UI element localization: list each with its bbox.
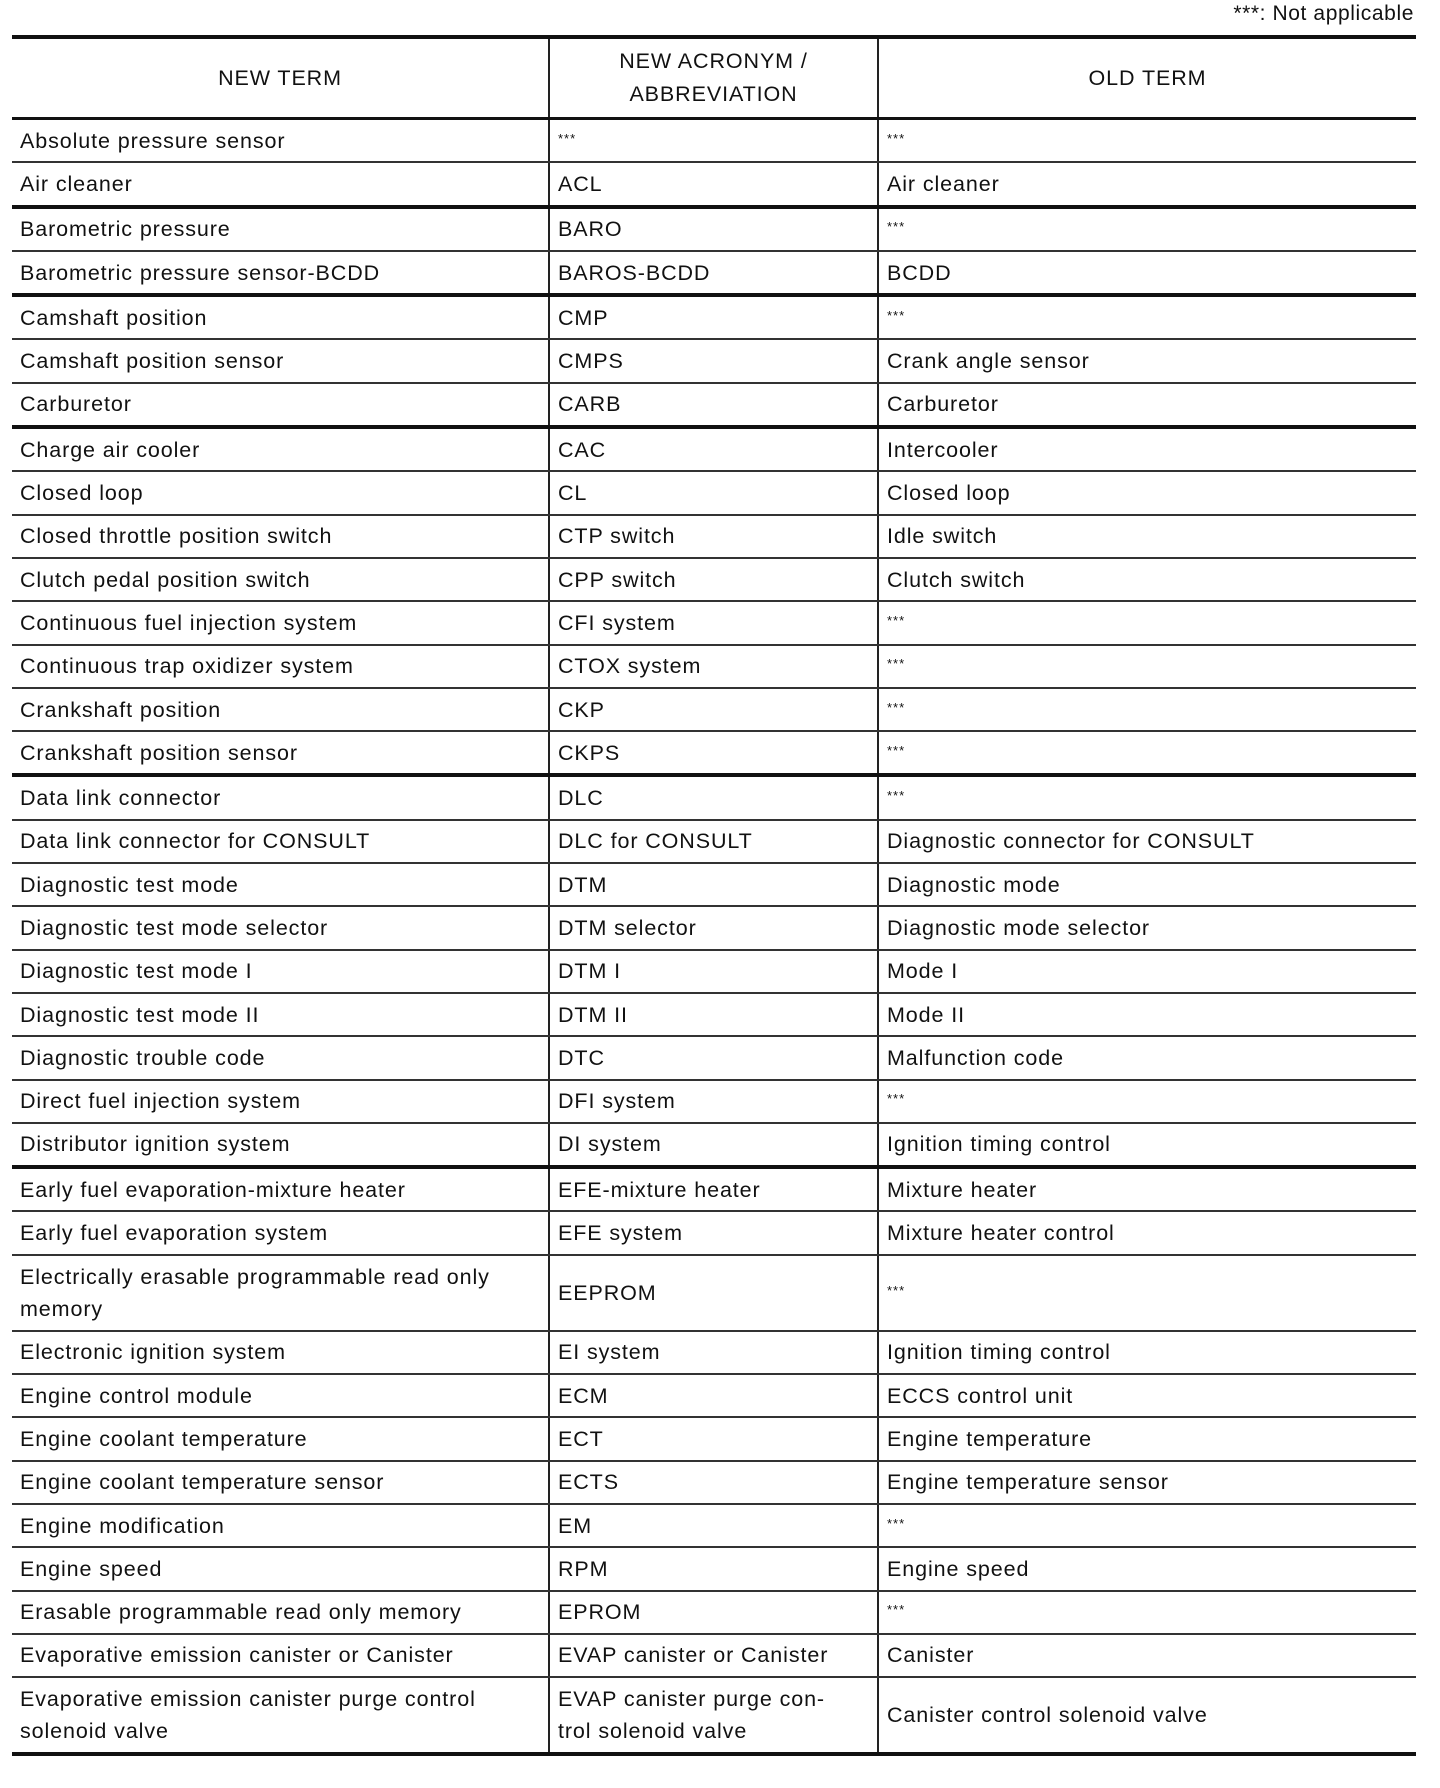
- acronym-cell: DI system: [549, 1123, 878, 1167]
- table-row: [12, 1374, 1416, 1417]
- table-row: [12, 207, 1416, 251]
- acronym-cell: [549, 119, 878, 163]
- new-term-cell: Data link connector: [12, 775, 549, 819]
- not-applicable-mark: ***: [887, 130, 906, 146]
- acronym-cell: BARO: [549, 207, 878, 251]
- table-row: [12, 1080, 1416, 1123]
- new-term-cell: Diagnostic test mode selector: [12, 906, 549, 949]
- table-row: [12, 1417, 1416, 1460]
- acronym-cell: CTOX system: [549, 645, 878, 688]
- acronym-cell: EPROM: [549, 1591, 878, 1634]
- table-row: [12, 119, 1416, 163]
- new-term-cell: Carburetor: [12, 383, 549, 427]
- old-term-cell: Malfunction code: [878, 1036, 1416, 1079]
- acronym-cell: CFI system: [549, 601, 878, 644]
- old-term-cell: [878, 1591, 1416, 1634]
- old-term-cell: [878, 645, 1416, 688]
- table-row: [12, 1123, 1416, 1167]
- acronym-cell: CPP switch: [549, 558, 878, 601]
- old-term-cell: Clutch switch: [878, 558, 1416, 601]
- new-term-cell: Closed throttle position switch: [12, 515, 549, 558]
- table-row: [12, 731, 1416, 775]
- acronym-cell: CARB: [549, 383, 878, 427]
- new-term-cell: Early fuel evaporation system: [12, 1211, 549, 1254]
- not-applicable-mark: ***: [887, 742, 906, 758]
- acronym-cell: DTM: [549, 863, 878, 906]
- not-applicable-mark: ***: [558, 130, 577, 146]
- table-row: [12, 383, 1416, 427]
- table-row: [12, 1167, 1416, 1211]
- acronym-cell: RPM: [549, 1547, 878, 1590]
- acronym-cell: CL: [549, 471, 878, 514]
- not-applicable-mark: ***: [887, 788, 906, 804]
- table-row: [12, 339, 1416, 382]
- table-row: [12, 1677, 1416, 1754]
- new-term-cell: Diagnostic test mode I: [12, 950, 549, 993]
- not-applicable-mark: ***: [887, 1515, 906, 1531]
- not-applicable-mark: ***: [887, 1091, 906, 1107]
- new-term-cell: Engine coolant temperature: [12, 1417, 549, 1460]
- acronym-cell: DTM selector: [549, 906, 878, 949]
- table-row: [12, 906, 1416, 949]
- acronym-cell: ECT: [549, 1417, 878, 1460]
- table-row: [12, 251, 1416, 295]
- table-row: [12, 688, 1416, 731]
- acronym-cell: CMPS: [549, 339, 878, 382]
- table-row: [12, 820, 1416, 863]
- old-term-cell: [878, 295, 1416, 339]
- table-row: [12, 558, 1416, 601]
- table-row: [12, 515, 1416, 558]
- acronym-cell: ECM: [549, 1374, 878, 1417]
- table-row: [12, 993, 1416, 1036]
- old-term-cell: Intercooler: [878, 427, 1416, 471]
- new-term-cell: Diagnostic test mode II: [12, 993, 549, 1036]
- acronym-cell: EFE system: [549, 1211, 878, 1254]
- new-term-cell: Air cleaner: [12, 162, 549, 206]
- table-row: [12, 471, 1416, 514]
- new-term-cell: Continuous trap oxidizer system: [12, 645, 549, 688]
- acronym-cell: CKPS: [549, 731, 878, 775]
- not-applicable-mark: ***: [887, 1282, 906, 1298]
- old-term-cell: [878, 1504, 1416, 1547]
- acronym-cell: CMP: [549, 295, 878, 339]
- old-term-cell: Mixture heater control: [878, 1211, 1416, 1254]
- old-term-cell: Canister: [878, 1634, 1416, 1677]
- acronym-cell: CTP switch: [549, 515, 878, 558]
- old-term-cell: Mode I: [878, 950, 1416, 993]
- new-term-cell: Early fuel evaporation-mixture heater: [12, 1167, 549, 1211]
- old-term-cell: Mixture heater: [878, 1167, 1416, 1211]
- table-header-row: [12, 37, 1416, 119]
- new-term-cell: Data link connector for CONSULT: [12, 820, 549, 863]
- new-term-cell: Absolute pressure sensor: [12, 119, 549, 163]
- table-row: [12, 863, 1416, 906]
- old-term-cell: Ignition timing control: [878, 1331, 1416, 1374]
- new-term-cell: Crankshaft position: [12, 688, 549, 731]
- new-term-cell: Electrically erasable programmable read only memory: [12, 1255, 549, 1331]
- new-term-cell: Engine coolant temperature sensor: [12, 1461, 549, 1504]
- table-row: [12, 1331, 1416, 1374]
- old-term-cell: [878, 119, 1416, 163]
- old-term-cell: Idle switch: [878, 515, 1416, 558]
- new-term-cell: Electronic ignition system: [12, 1331, 549, 1374]
- acronym-cell: EI system: [549, 1331, 878, 1374]
- header-old-term: OLD TERM: [878, 37, 1416, 119]
- new-term-cell: Diagnostic trouble code: [12, 1036, 549, 1079]
- new-term-cell: Distributor ignition system: [12, 1123, 549, 1167]
- old-term-cell: Ignition timing control: [878, 1123, 1416, 1167]
- table-row: [12, 1547, 1416, 1590]
- table-row: [12, 1461, 1416, 1504]
- header-new-acronym: NEW ACRONYM / ABBREVIATION: [549, 37, 878, 119]
- table-row: [12, 1255, 1416, 1331]
- not-applicable-mark: ***: [887, 656, 906, 672]
- not-applicable-mark: ***: [887, 699, 906, 715]
- table-body: [12, 119, 1416, 1755]
- old-term-cell: [878, 601, 1416, 644]
- new-term-cell: Evaporative emission canister purge control solenoid valve: [12, 1677, 549, 1754]
- old-term-cell: Closed loop: [878, 471, 1416, 514]
- new-term-cell: Direct fuel injection system: [12, 1080, 549, 1123]
- old-term-cell: [878, 688, 1416, 731]
- not-applicable-legend: ***: Not applicable: [1233, 2, 1414, 25]
- new-term-cell: Clutch pedal position switch: [12, 558, 549, 601]
- old-term-cell: [878, 207, 1416, 251]
- old-term-cell: [878, 731, 1416, 775]
- acronym-cell: BAROS-BCDD: [549, 251, 878, 295]
- new-term-cell: Erasable programmable read only memory: [12, 1591, 549, 1634]
- old-term-cell: Carburetor: [878, 383, 1416, 427]
- table-row: [12, 427, 1416, 471]
- table-row: [12, 1634, 1416, 1677]
- table-row: [12, 1504, 1416, 1547]
- new-term-cell: Crankshaft position sensor: [12, 731, 549, 775]
- old-term-cell: Diagnostic connector for CONSULT: [878, 820, 1416, 863]
- acronym-cell: ECTS: [549, 1461, 878, 1504]
- table-row: [12, 601, 1416, 644]
- old-term-cell: Engine temperature sensor: [878, 1461, 1416, 1504]
- acronym-cell: DLC for CONSULT: [549, 820, 878, 863]
- table-row: [12, 645, 1416, 688]
- acronym-cell: EVAP canister or Canister: [549, 1634, 878, 1677]
- table-row: [12, 950, 1416, 993]
- new-term-cell: Engine control module: [12, 1374, 549, 1417]
- old-term-cell: Diagnostic mode: [878, 863, 1416, 906]
- old-term-cell: Canister control solenoid valve: [878, 1677, 1416, 1754]
- old-term-cell: Crank angle sensor: [878, 339, 1416, 382]
- not-applicable-mark: ***: [887, 307, 906, 323]
- new-term-cell: Diagnostic test mode: [12, 863, 549, 906]
- new-term-cell: Engine modification: [12, 1504, 549, 1547]
- new-term-cell: Camshaft position sensor: [12, 339, 549, 382]
- not-applicable-mark: ***: [887, 1602, 906, 1618]
- new-term-cell: Camshaft position: [12, 295, 549, 339]
- old-term-cell: Engine temperature: [878, 1417, 1416, 1460]
- table-row: [12, 775, 1416, 819]
- terminology-table-container: [12, 35, 1416, 1756]
- new-term-cell: Continuous fuel injection system: [12, 601, 549, 644]
- acronym-cell: CAC: [549, 427, 878, 471]
- table-row: [12, 1036, 1416, 1079]
- acronym-cell: CKP: [549, 688, 878, 731]
- acronym-cell: DLC: [549, 775, 878, 819]
- old-term-cell: ECCS control unit: [878, 1374, 1416, 1417]
- terminology-table: [12, 35, 1416, 1756]
- old-term-cell: Air cleaner: [878, 162, 1416, 206]
- table-row: [12, 295, 1416, 339]
- table-row: [12, 1211, 1416, 1254]
- new-term-cell: Barometric pressure sensor-BCDD: [12, 251, 549, 295]
- new-term-cell: Barometric pressure: [12, 207, 549, 251]
- old-term-cell: Diagnostic mode selector: [878, 906, 1416, 949]
- old-term-cell: BCDD: [878, 251, 1416, 295]
- acronym-cell: EVAP canister purge con- trol solenoid valve: [549, 1677, 878, 1754]
- new-term-cell: Closed loop: [12, 471, 549, 514]
- old-term-cell: [878, 775, 1416, 819]
- acronym-cell: DFI system: [549, 1080, 878, 1123]
- new-term-cell: Evaporative emission canister or Canister: [12, 1634, 549, 1677]
- not-applicable-mark: ***: [887, 612, 906, 628]
- acronym-cell: DTC: [549, 1036, 878, 1079]
- new-term-cell: Charge air cooler: [12, 427, 549, 471]
- table-row: [12, 1591, 1416, 1634]
- acronym-cell: EEPROM: [549, 1255, 878, 1331]
- old-term-cell: [878, 1080, 1416, 1123]
- header-new-term: NEW TERM: [12, 37, 549, 119]
- old-term-cell: Engine speed: [878, 1547, 1416, 1590]
- table-row: [12, 162, 1416, 206]
- old-term-cell: Mode II: [878, 993, 1416, 1036]
- old-term-cell: [878, 1255, 1416, 1331]
- acronym-cell: ACL: [549, 162, 878, 206]
- new-term-cell: Engine speed: [12, 1547, 549, 1590]
- acronym-cell: DTM I: [549, 950, 878, 993]
- acronym-cell: DTM II: [549, 993, 878, 1036]
- acronym-cell: EM: [549, 1504, 878, 1547]
- not-applicable-mark: ***: [887, 219, 906, 235]
- acronym-cell: EFE-mixture heater: [549, 1167, 878, 1211]
